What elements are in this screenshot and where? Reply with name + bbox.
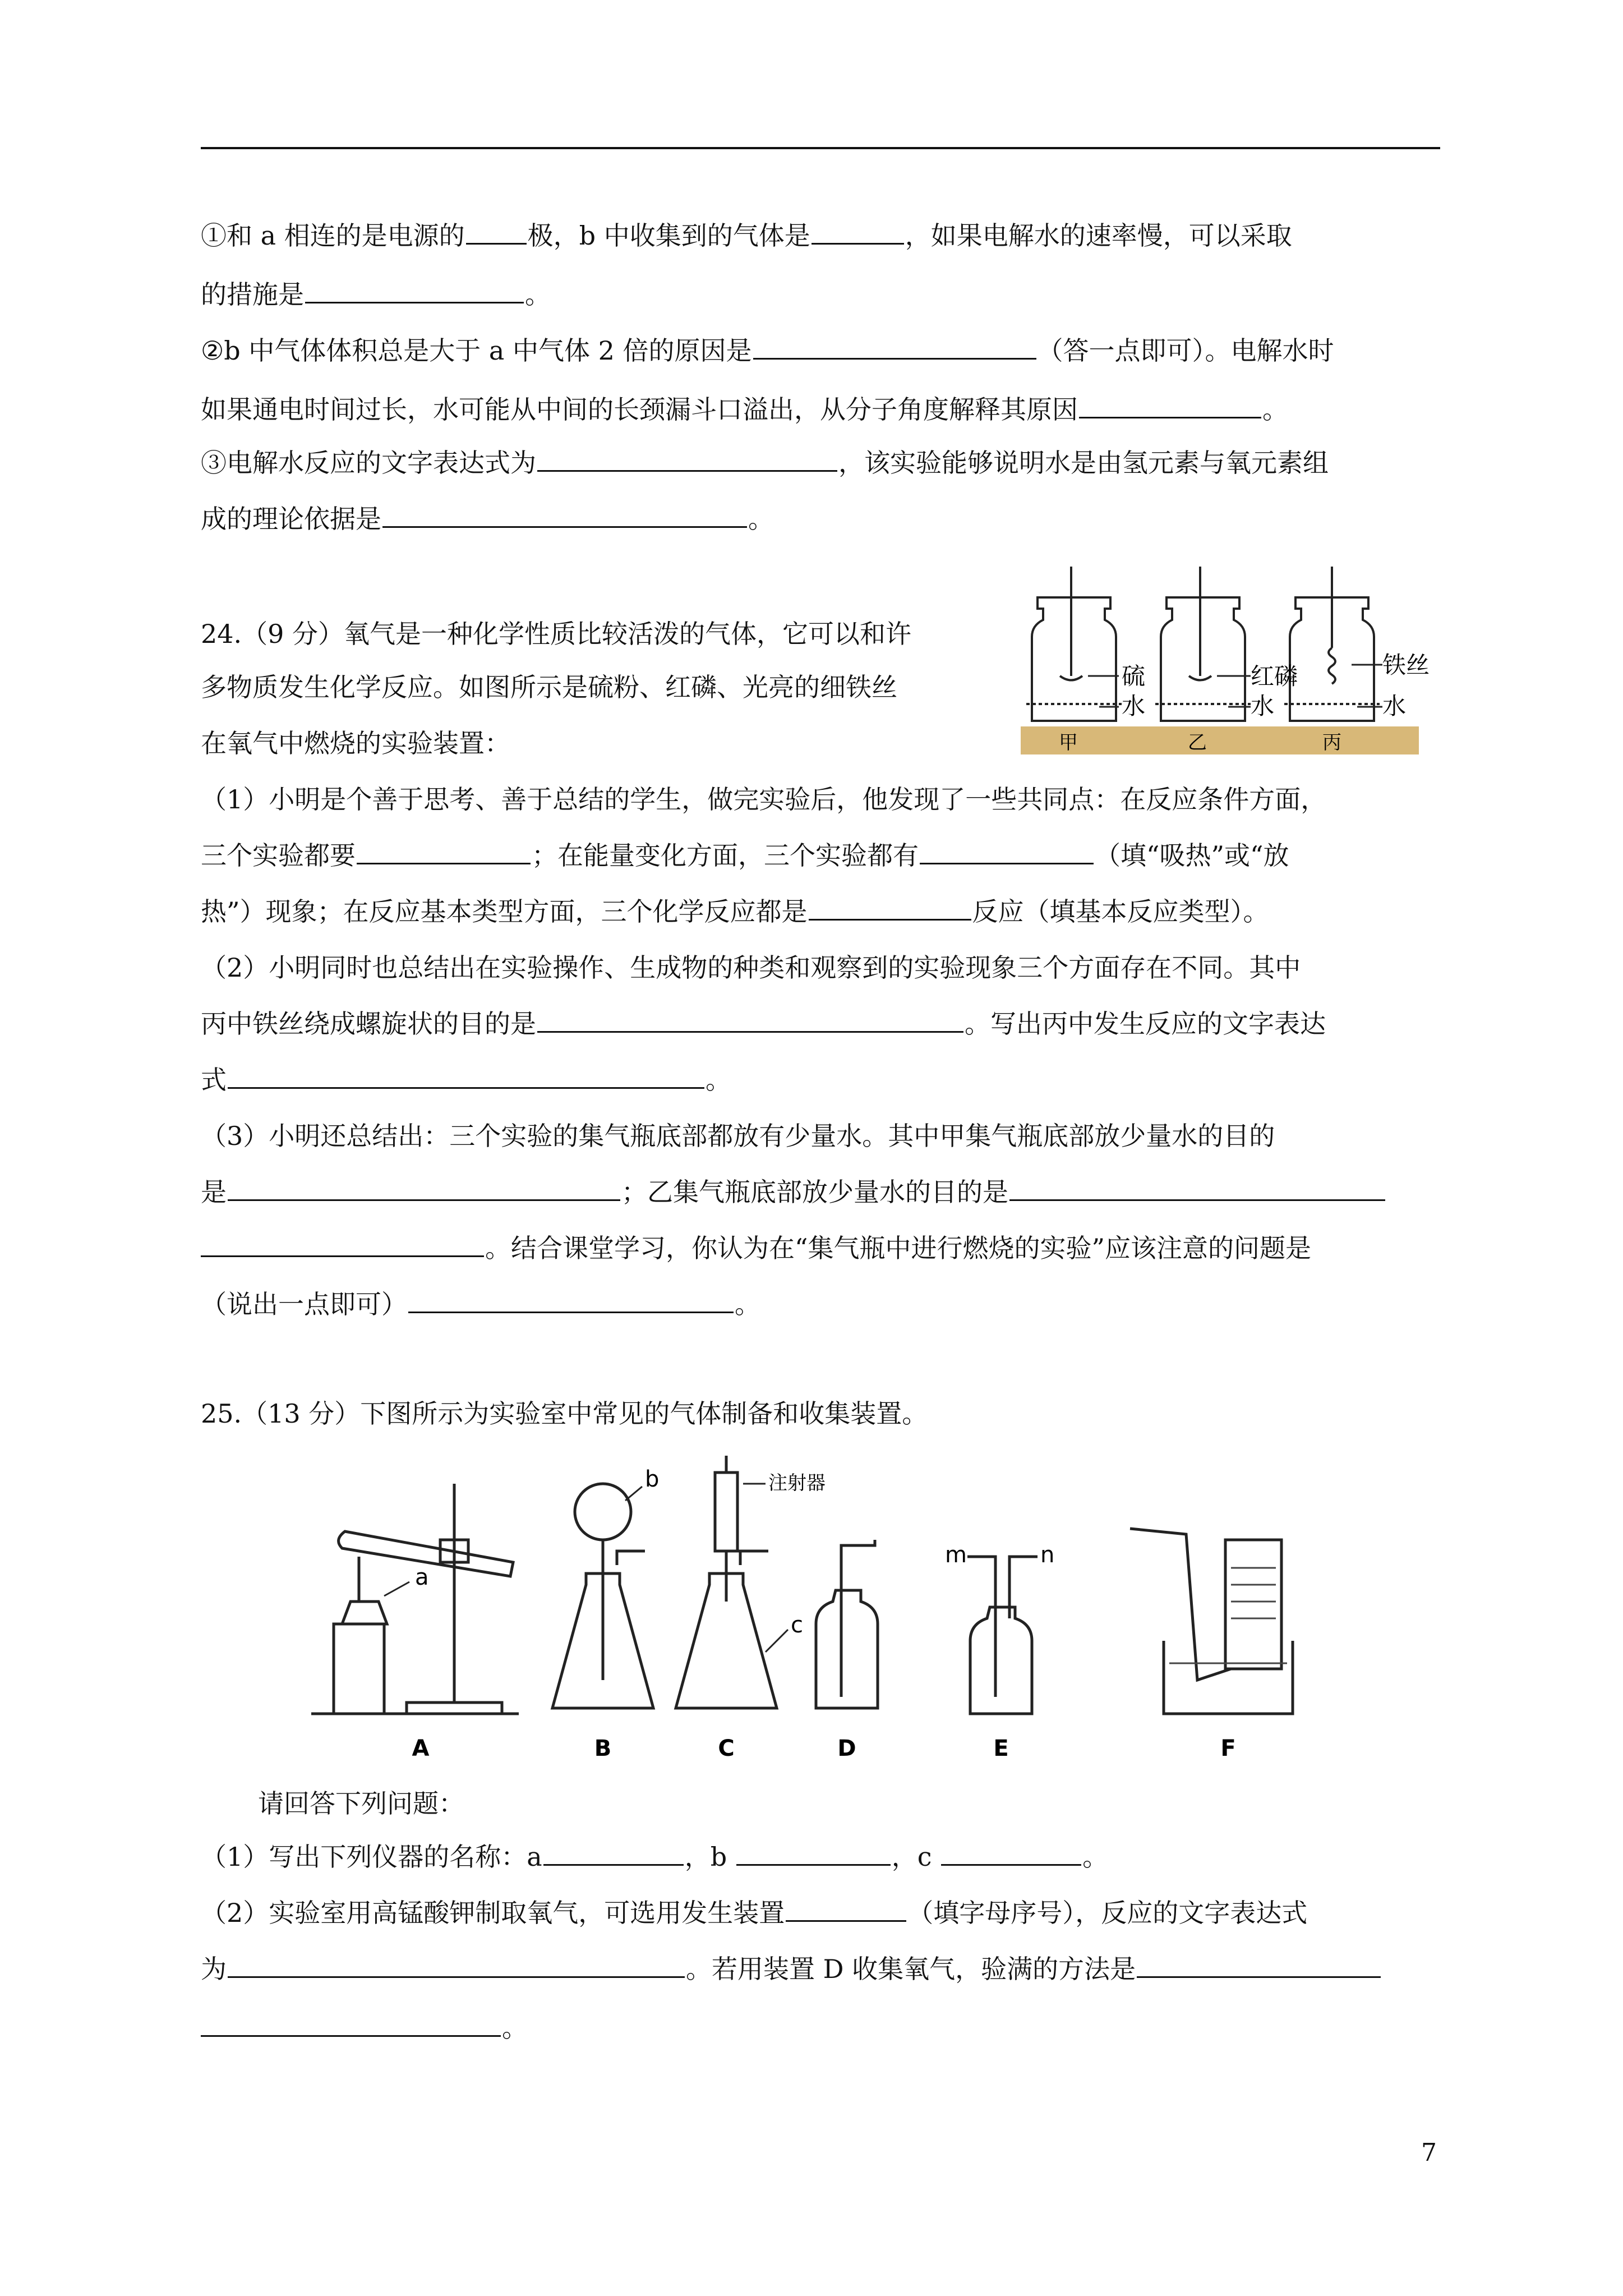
water-trough <box>1164 1641 1293 1714</box>
answer-blank[interactable] <box>382 499 747 528</box>
answer-blank[interactable] <box>537 443 837 472</box>
delivery-tube-c <box>740 1551 768 1565</box>
q24-line-8: 丙中铁丝绕成螺旋状的目的是 。写出丙中发生反应的文字表达 <box>201 1004 1446 1043</box>
bottle-e <box>970 1607 1032 1714</box>
delivery-tube-d <box>841 1540 875 1697</box>
q24-line-10: （3）小明还总结出：三个实验的集气瓶底部都放有少量水。其中甲集气瓶底部放少量水的目的 <box>201 1121 1275 1151</box>
spoon-jia <box>1060 676 1082 680</box>
q24-line-2: 多物质发生化学反应。如图所示是硫粉、红磷、光亮的细铁丝 <box>201 672 897 702</box>
spoon-yi <box>1189 676 1211 680</box>
label-c: c <box>791 1612 803 1638</box>
alcohol-lamp <box>342 1602 387 1624</box>
answer-blank[interactable] <box>920 836 1094 864</box>
label-m: m <box>945 1542 967 1568</box>
answer-blank[interactable] <box>305 275 524 303</box>
label-a: a <box>415 1565 429 1590</box>
iron-wire-coil <box>1329 648 1335 684</box>
answer-blank[interactable] <box>811 216 904 245</box>
label-jia: 甲 <box>1059 731 1078 754</box>
wood-block <box>334 1624 384 1714</box>
label-B: B <box>594 1736 612 1761</box>
answer-blank[interactable] <box>1079 390 1261 418</box>
label-C: C <box>718 1736 735 1761</box>
label-water-1: 水 <box>1122 692 1146 720</box>
answer-blank[interactable] <box>1009 1172 1385 1201</box>
q24-line-4: （1）小明是个善于思考、善于总结的学生，做完实验后，他发现了一些共同点：在反应条件方面， <box>201 784 1327 815</box>
label-yi: 乙 <box>1188 731 1207 754</box>
q24-line-13: （说出一点即可） 。 <box>201 1285 1446 1324</box>
answer-blank[interactable] <box>941 1837 1081 1866</box>
answer-blank[interactable] <box>809 892 971 921</box>
label-D: D <box>837 1736 856 1761</box>
q24-line-11: 是 ；乙集气瓶底部放少量水的目的是 <box>201 1172 1446 1212</box>
q24-line-1: 24.（9 分）氧气是一种化学性质比较活泼的气体，它可以和许 <box>201 619 912 649</box>
answer-blank[interactable] <box>466 216 527 245</box>
answer-blank[interactable] <box>543 1837 684 1866</box>
stand-base <box>407 1703 502 1714</box>
answer-blank[interactable] <box>736 1837 891 1866</box>
q24-line-9: 式 。 <box>201 1060 1446 1099</box>
answer-blank[interactable] <box>228 1949 685 1978</box>
q23-line-3: ②b 中气体体积总是大于 a 中气体 2 倍的原因是 （答一点即可）。电解水时 <box>201 331 1446 370</box>
label-b: b <box>645 1466 660 1492</box>
q23-line-5: ③电解水反应的文字表达式为 ，该实验能够说明水是由氢元素与氧元素组 <box>201 443 1446 482</box>
label-syringe: 注射器 <box>768 1472 826 1494</box>
q23-line-4: 如果通电时间过长，水可能从中间的长颈漏斗口溢出，从分子角度解释其原因 。 <box>201 390 1446 429</box>
q24-line-7: （2）小明同时也总结出在实验操作、生成物的种类和观察到的实验现象三个方面存在不同。其中 <box>201 953 1301 983</box>
gas-preparation-figure <box>311 1456 1354 1764</box>
q24-line-5: 三个实验都要 ；在能量变化方面，三个实验都有 （填“吸热”或“放 <box>201 836 1446 875</box>
answer-blank[interactable] <box>228 1060 704 1089</box>
answer-blank[interactable] <box>408 1285 734 1313</box>
label-bing: 丙 <box>1322 731 1341 754</box>
answer-blank[interactable] <box>537 1004 963 1033</box>
page-number: 7 <box>1421 2138 1437 2167</box>
q23-line-1: ①和 a 相连的是电源的 极，b 中收集到的气体是 ，如果电解水的速率慢，可以采取 <box>201 216 1446 255</box>
q24-line-3: 在氧气中燃烧的实验装置： <box>201 728 510 758</box>
answer-blank[interactable] <box>753 331 1036 360</box>
q25-line-2: 请回答下列问题： <box>258 1788 464 1819</box>
q25-line-6: 。 <box>201 2008 1446 2047</box>
label-iron-wire: 铁丝 <box>1382 651 1430 679</box>
delivery-tube-f <box>1130 1529 1231 1680</box>
q25-line-1: 25.（13 分）下图所示为实验室中常见的气体制备和收集装置。 <box>201 1398 928 1429</box>
q25-line-4: （2）实验室用高锰酸钾制取氧气，可选用发生装置 （填字母序号），反应的文字表达式 <box>201 1893 1446 1932</box>
q23-line-2: 的措施是 。 <box>201 275 1446 314</box>
q25-line-5: 为 。若用装置 D 收集氧气，验满的方法是 <box>201 1949 1446 1989</box>
q23-line-6: 成的理论依据是 。 <box>201 499 1446 539</box>
label-A: A <box>412 1736 430 1761</box>
label-red-phosphorus: 红磷 <box>1251 662 1298 690</box>
syringe <box>715 1473 737 1551</box>
label-F: F <box>1220 1736 1236 1761</box>
answer-blank[interactable] <box>201 1228 484 1257</box>
label-n: n <box>1040 1542 1055 1568</box>
gas-jar-jia <box>1032 597 1116 721</box>
label-water-3: 水 <box>1382 692 1407 720</box>
q24-line-12: 。结合课堂学习，你认为在“集气瓶中进行燃烧的实验”应该注意的问题是 <box>201 1228 1446 1268</box>
answer-blank[interactable] <box>357 836 531 864</box>
q25-line-3: （1）写出下列仪器的名称：a ，b ，c 。 <box>201 1837 1446 1876</box>
header-rule <box>201 147 1440 149</box>
gas-jar-yi <box>1161 597 1245 721</box>
answer-blank[interactable] <box>228 1172 620 1201</box>
delivery-tube-b <box>617 1551 645 1565</box>
label-sulfur: 硫 <box>1122 662 1146 690</box>
inverted-jar <box>1225 1540 1281 1669</box>
answer-blank[interactable] <box>786 1893 906 1922</box>
bottle-d <box>816 1590 878 1708</box>
answer-blank[interactable] <box>201 2008 501 2037</box>
answer-blank[interactable] <box>1137 1949 1381 1978</box>
separatory-funnel <box>575 1484 631 1540</box>
bench-base <box>1021 726 1419 754</box>
label-E: E <box>993 1736 1009 1761</box>
combustion-apparatus-figure <box>1004 564 1430 757</box>
q24-line-6: 热”）现象；在反应基本类型方面，三个化学反应都是 反应（填基本反应类型）。 <box>201 892 1446 931</box>
label-water-2: 水 <box>1251 692 1275 720</box>
